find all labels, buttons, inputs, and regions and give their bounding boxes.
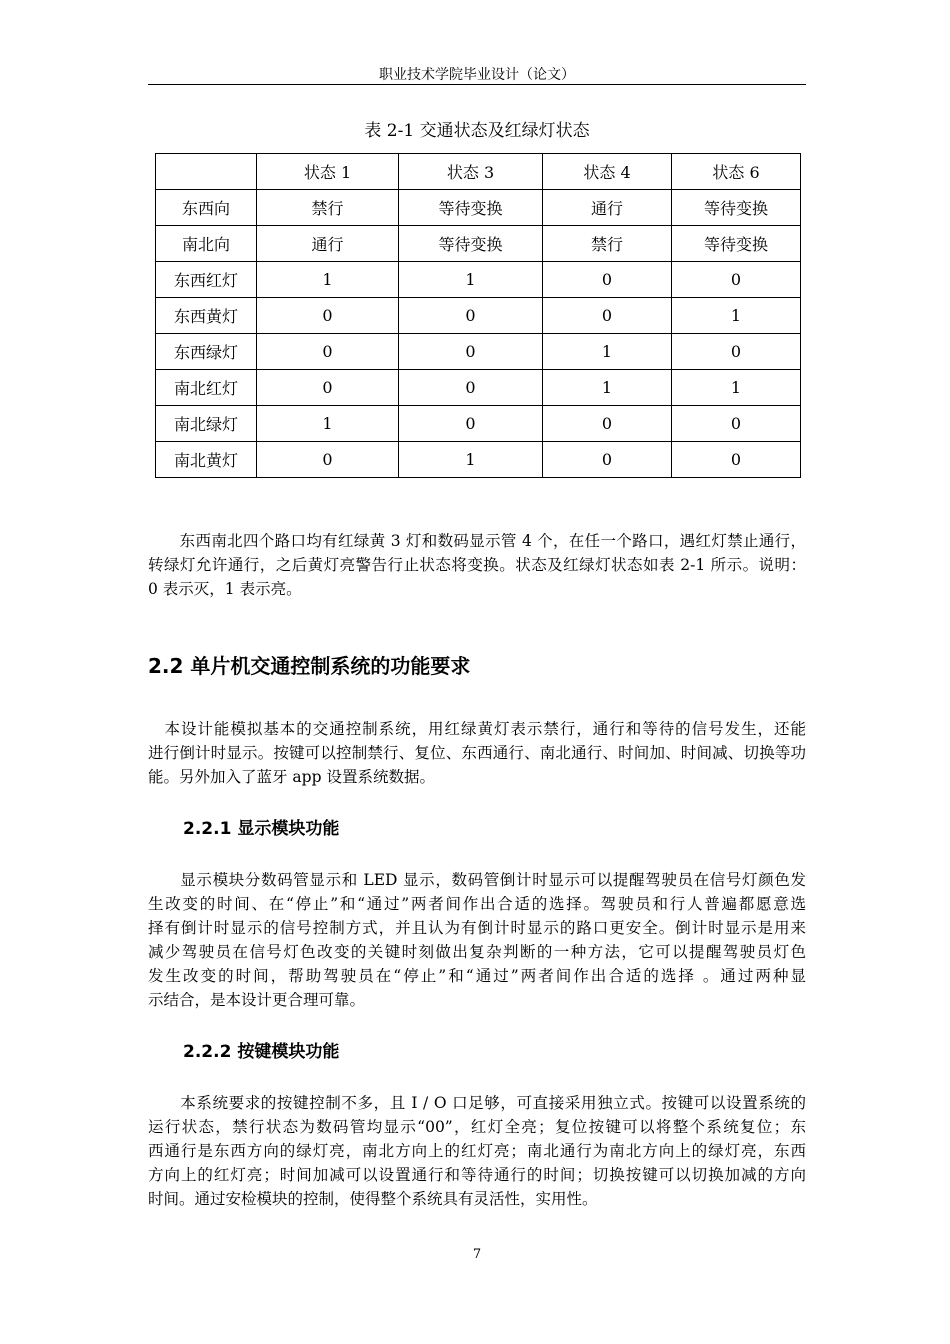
traffic-state-table	[155, 153, 801, 478]
table-cell: 0	[257, 370, 399, 406]
table-row	[156, 334, 801, 370]
table-cell: 0	[543, 298, 672, 334]
table-cell: 通行	[257, 226, 399, 262]
running-header: 职业技术学院毕业设计（论文）	[379, 67, 575, 83]
row-label: 东西红灯	[156, 262, 257, 298]
subsection-heading-2-2-2: 2.2.2 按键模块功能	[183, 1042, 340, 1062]
table-cell: 0	[672, 262, 801, 298]
table-cell: 1	[672, 298, 801, 334]
column-header: 状态 4	[543, 154, 672, 190]
row-label: 东西黄灯	[156, 298, 257, 334]
table-cell: 0	[672, 442, 801, 478]
row-label: 南北绿灯	[156, 406, 257, 442]
page-number: 7	[472, 1247, 482, 1262]
paragraph-line: 本设计能模拟基本的交通控制系统，用红绿黄灯表示禁行，通行和等待的信号发生，还能	[148, 720, 806, 738]
column-header: 状态 6	[672, 154, 801, 190]
table-caption: 表 2-1 交通状态及红绿灯状态	[364, 121, 590, 141]
paragraph-function-overview	[148, 717, 806, 789]
table-cell: 0	[399, 406, 543, 442]
table-row	[156, 370, 801, 406]
table-cell: 0	[543, 442, 672, 478]
paragraph-line: 本系统要求的按键控制不多，且 I / O 口足够，可直接采用独立式。按键可以设置系统的	[148, 1094, 806, 1112]
paragraph-line: 能。另外加入了蓝牙 app 设置系统数据。	[148, 768, 435, 786]
column-header	[156, 154, 257, 190]
table-cell: 等待变换	[672, 226, 801, 262]
paragraph-line: 时间。通过安检模块的控制，使得整个系统具有灵活性，实用性。	[148, 1190, 598, 1208]
table-cell: 1	[257, 406, 399, 442]
header-rule	[148, 84, 806, 85]
paragraph-line: 方向上的红灯亮；时间加减可以设置通行和等待通行的时间；切换按键可以切换加减的方向	[148, 1166, 806, 1184]
table-cell: 1	[543, 370, 672, 406]
paragraph-line: 减少驾驶员在信号灯色改变的关键时刻做出复杂判断的一种方法，它可以提醒驾驶员灯色	[148, 943, 806, 961]
paragraph-line: 东西南北四个路口均有红绿黄 3 灯和数码显示管 4 个，在任一个路口，遇红灯禁止通行，	[148, 532, 806, 550]
table-cell: 0	[257, 334, 399, 370]
table-cell: 0	[399, 298, 543, 334]
paragraph-display-module	[148, 868, 806, 1012]
subsection-heading-2-2-1: 2.2.1 显示模块功能	[183, 819, 340, 839]
paragraph-line: 西通行是东西方向的绿灯亮，南北方向上的红灯亮；南北通行为南北方向上的绿灯亮，东西	[148, 1142, 806, 1160]
table-row	[156, 190, 801, 226]
table-cell: 0	[543, 406, 672, 442]
column-header: 状态 3	[399, 154, 543, 190]
paragraph-line: 生改变的时间、在“停止”和“通过”两者间作出合适的选择。驾驶员和行人普遍都愿意选	[148, 895, 806, 913]
table-cell: 1	[257, 262, 399, 298]
table-cell: 0	[257, 298, 399, 334]
table-cell: 禁行	[257, 190, 399, 226]
table-cell: 0	[672, 334, 801, 370]
table-cell: 禁行	[543, 226, 672, 262]
paragraph-line: 择有倒计时显示的信号控制方式，并且认为有倒计时显示的路口更安全。倒计时显示是用来	[148, 919, 806, 937]
row-label: 东西向	[156, 190, 257, 226]
table-cell: 1	[399, 262, 543, 298]
row-label: 南北红灯	[156, 370, 257, 406]
paragraph-line: 显示模块分数码管显示和 LED 显示，数码管倒计时显示可以提醒驾驶员在信号灯颜色发	[148, 871, 806, 889]
table-header-row	[156, 154, 801, 190]
table-cell: 0	[543, 262, 672, 298]
table-cell: 0	[399, 334, 543, 370]
paragraph-line: 转绿灯允许通行，之后黄灯亮警告行止状态将变换。状态及红绿灯状态如表 2-1 所示。说明：	[148, 556, 806, 574]
paragraph-line: 发生改变的时间，帮助驾驶员在“停止”和“通过”两者间作出合适的选择 。通过两种显	[148, 967, 806, 985]
row-label: 南北向	[156, 226, 257, 262]
table-row	[156, 406, 801, 442]
table-row	[156, 298, 801, 334]
section-heading-2-2: 2.2 单片机交通控制系统的功能要求	[148, 654, 471, 678]
table-cell: 0	[399, 370, 543, 406]
table-cell: 通行	[543, 190, 672, 226]
table-row	[156, 442, 801, 478]
paragraph-line: 0 表示灭，1 表示亮。	[148, 580, 302, 598]
column-header: 状态 1	[257, 154, 399, 190]
table-cell: 等待变换	[399, 190, 543, 226]
paragraph-traffic-intro	[148, 529, 806, 601]
table-row	[156, 226, 801, 262]
table-cell: 1	[399, 442, 543, 478]
table-cell: 0	[672, 406, 801, 442]
table-cell: 等待变换	[672, 190, 801, 226]
table-cell: 1	[543, 334, 672, 370]
paragraph-key-module	[148, 1091, 806, 1211]
table-row	[156, 262, 801, 298]
row-label: 南北黄灯	[156, 442, 257, 478]
table-cell: 0	[257, 442, 399, 478]
table-cell: 等待变换	[399, 226, 543, 262]
row-label: 东西绿灯	[156, 334, 257, 370]
paragraph-line: 运行状态，禁行状态为数码管均显示“00”，红灯全亮；复位按键可以将整个系统复位；东	[148, 1118, 806, 1136]
paragraph-line: 示结合，是本设计更合理可靠。	[148, 991, 366, 1009]
table-cell: 1	[672, 370, 801, 406]
paragraph-line: 进行倒计时显示。按键可以控制禁行、复位、东西通行、南北通行、时间加、时间减、切换等功	[148, 744, 806, 762]
